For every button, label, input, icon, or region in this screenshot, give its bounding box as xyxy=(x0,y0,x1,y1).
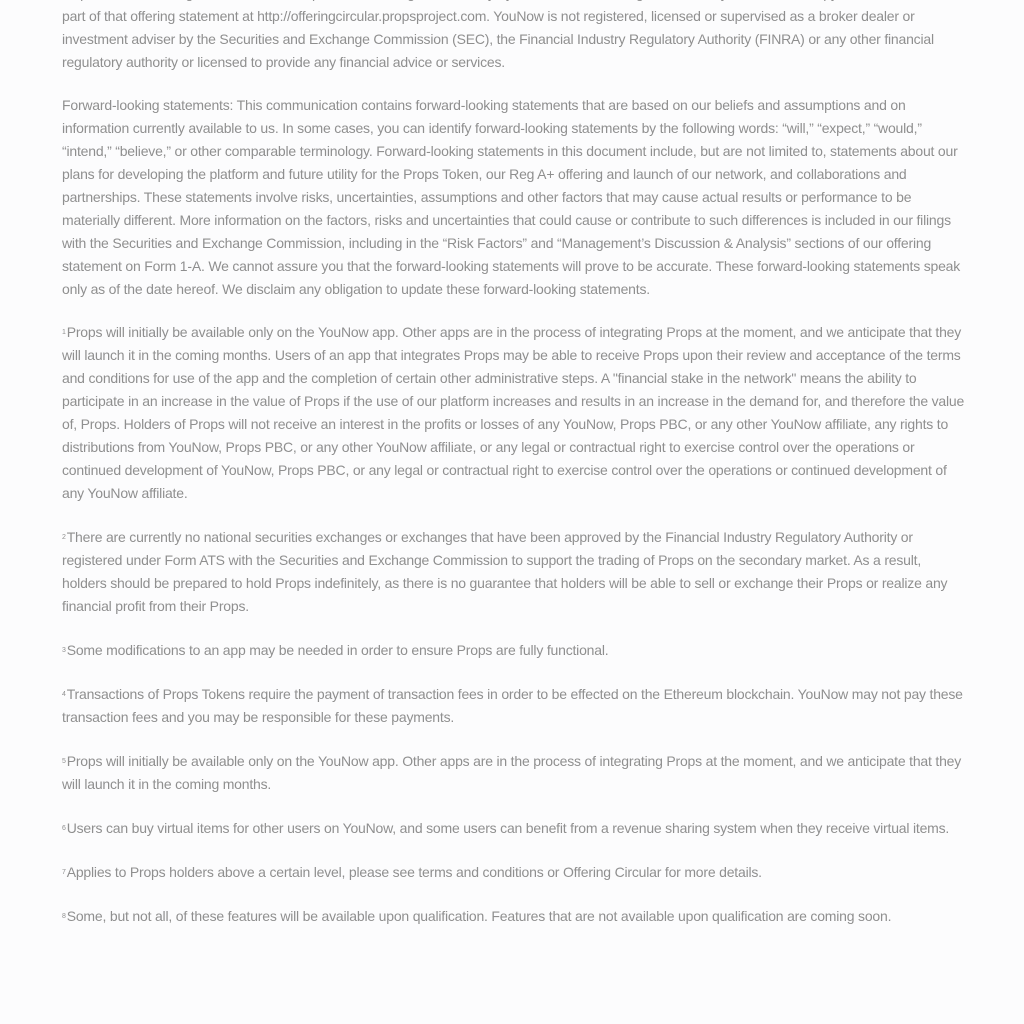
footnote-1 xyxy=(62,321,967,505)
offering-disclaimer-paragraph: part of that offering statement at http://offeringcircular.propsproject.com. YouNow is not registered, licensed or supervised as a broker dealer or investment adviser by the Securities and Exchange Commission (SEC), the Financial Industry Regulatory Authority (FINRA) or any other financial regulatory authority or licensed to provide any financial advice or services. xyxy=(62,8,934,70)
footnote-number: 2 xyxy=(62,534,66,541)
footnotes-list xyxy=(62,321,967,928)
footnote-7 xyxy=(62,861,967,884)
footnote-number: 3 xyxy=(62,647,66,654)
footnote-text: There are currently no national securities exchanges or exchanges that have been approved by the Financial Industry Regulatory Authority or registered under Form ATS with the Securities and Exchange Commission to support the trading of Props on the secondary market. As a result, holders should be prepared to hold Props indefinitely, as there is no guarantee that holders will be able to sell or exchange their Props or realize any financial profit from their Props. xyxy=(62,529,948,614)
disclaimer-top-fragment xyxy=(62,0,967,74)
footnote-number: 4 xyxy=(62,691,66,698)
footnote-text: Transactions of Props Tokens require the payment of transaction fees in order to be effected on the Ethereum blockchain. YouNow may not pay these transaction fees and you may be responsible for these payments. xyxy=(62,686,963,725)
footnote-3 xyxy=(62,639,967,662)
footnote-text: Applies to Props holders above a certain level, please see terms and conditions or Offering Circular for more details. xyxy=(66,864,762,880)
forward-looking-statements-paragraph: Forward-looking statements: This communication contains forward-looking statements that are based on our beliefs and assumptions and on information currently available to us. In some cases, you can identify forward-looking statements by the following words: “will,” “expect,” “would,” “intend,” “believe,” or other comparable terminology. Forward-looking statements in this document include, but are not limited to, statements about our plans for developing the platform and future utility for the Props Token, our Reg A+ offering and launch of our network, and collaborations and partnerships. These statements involve risks, uncertainties, assumptions and other factors that may cause actual results or performance to be materially different. More information on the factors, risks and uncertainties that could cause or contribute to such differences is included in our filings with the Securities and Exchange Commission, including in the “Risk Factors” and “Management’s Discussion & Analysis” sections of our offering statement on Form 1-A. We cannot assure you that the forward-looking statements will prove to be accurate. These forward-looking statements speak only as of the date hereof. We disclaim any obligation to update these forward-looking statements. xyxy=(62,97,961,297)
footnote-5 xyxy=(62,750,967,796)
footnote-text: Some modifications to an app may be needed in order to ensure Props are fully functional. xyxy=(66,642,609,658)
footnote-4 xyxy=(62,683,967,729)
footnote-number: 6 xyxy=(62,825,66,832)
footnote-text: Some, but not all, of these features will be available upon qualification. Features that are not available upon qualification are coming soon. xyxy=(66,908,892,924)
footnote-text: Props will initially be available only on the YouNow app. Other apps are in the process of integrating Props at the moment, and we anticipate that they will launch it in the coming months. xyxy=(62,753,962,792)
disclaimer-page xyxy=(62,0,967,1024)
footnote-2 xyxy=(62,526,967,618)
footnote-number: 7 xyxy=(62,869,66,876)
footnote-number: 8 xyxy=(62,913,66,920)
footnote-text: Users can buy virtual items for other users on YouNow, and some users can benefit from a revenue sharing system when they receive virtual items. xyxy=(66,820,950,836)
footnote-6 xyxy=(62,817,967,840)
footnote-8 xyxy=(62,905,967,928)
footnote-text: Props will initially be available only on the YouNow app. Other apps are in the process of integrating Props at the moment, and we anticipate that they will launch it in the coming months. Users of an app that integrates Props may be able to receive Props upon their review and acceptance of the terms and conditions for use of the app and the completion of certain other administrative steps. A "financial stake in the network" means the ability to participate in an increase in the value of Props if the use of our platform increases and results in an increase in the demand for, and therefore the value of, Props. Holders of Props will not receive an interest in the profits or losses of any YouNow, Props PBC, or any other YouNow affiliate, any rights to distributions from YouNow, Props PBC, or any other YouNow affiliate, or any legal or contractual right to exercise control over the operations or continued development of YouNow, Props PBC, or any legal or contractual right to exercise control over the operations or continued development of any YouNow affiliate. xyxy=(62,324,965,501)
footnote-number: 5 xyxy=(62,758,66,765)
footnote-number: 1 xyxy=(62,329,66,336)
